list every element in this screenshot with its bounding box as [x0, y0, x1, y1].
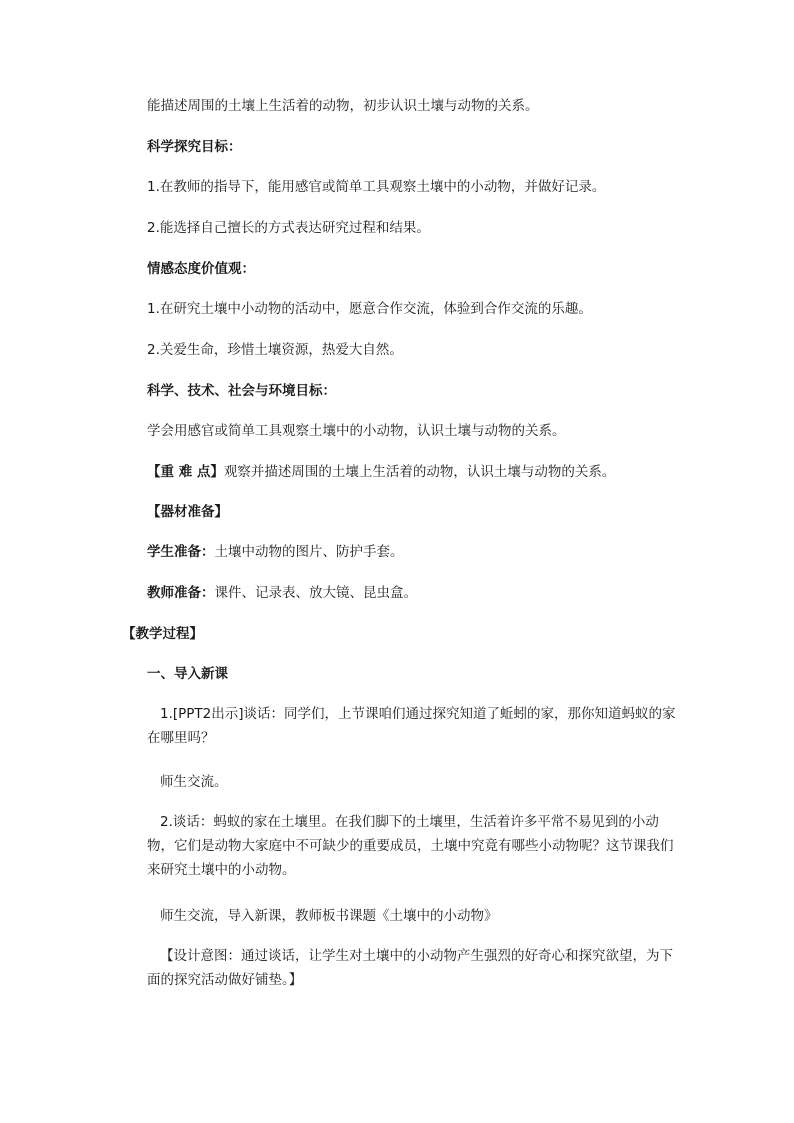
section-intro-heading: 一、导入新课 — [147, 666, 228, 682]
teacher-prep-text: 课件、记录表、放大镜、昆虫盒。 — [214, 585, 417, 601]
student-prep — [147, 542, 404, 562]
stse-heading: 科学、技术、社会与环境目标： — [147, 383, 336, 399]
stse-item-1: 学会用感官或简单工具观察土壤中的小动物，认识土壤与动物的关系。 — [147, 423, 566, 439]
paragraph-4: 师生交流，导入新课，教师板书课题《土壤中的小动物》 — [160, 908, 498, 924]
key-points-label: 【重 难 点】 — [147, 464, 224, 480]
student-prep-text: 土壤中动物的图片、防护手套。 — [214, 544, 404, 560]
sci-item-2: 2.能选择自己擅长的方式表达研究过程和结果。 — [147, 220, 430, 236]
teacher-prep-label: 教师准备： — [147, 585, 215, 601]
paragraph-1: 1.[PPT2出示]谈话：同学们，上节课咱们通过探究知道了蚯蚓的家，那你知道蚂蚁的家在哪里吗？ — [147, 706, 676, 746]
paragraph-3: 2.谈话：蚂蚁的家在土壤里。在我们脚下的土壤里，生活着许多平常不易见到的小动物，它们是动物大家庭中不可缺少的重要成员，土壤中究竟有哪些小动物呢？这节课我们来研究土壤中的小动物。 — [147, 814, 674, 878]
materials-heading: 【器材准备】 — [147, 504, 228, 520]
sci-item-1: 1.在教师的指导下，能用感官或简单工具观察土壤中的小动物，并做好记录。 — [147, 179, 606, 195]
design-intent: 【设计意图：通过谈话，让学生对土壤中的小动物产生强烈的好奇心和探究欲望，为下面的探究活动做好铺垫。】 — [147, 948, 673, 988]
student-prep-label: 学生准备： — [147, 544, 215, 560]
process-heading: 【教学过程】 — [122, 626, 203, 642]
emotion-heading: 情感态度价值观： — [147, 261, 255, 277]
sci-inquiry-heading: 科学探究目标： — [147, 139, 242, 155]
emotion-item-1: 1.在研究土壤中小动物的活动中，愿意合作交流，体验到合作交流的乐趣。 — [147, 301, 592, 317]
emotion-item-2: 2.关爱生命，珍惜土壤资源，热爱大自然。 — [147, 342, 403, 358]
goal-text: 能描述周围的土壤上生活着的动物，初步认识土壤与动物的关系。 — [147, 98, 539, 114]
key-points — [147, 462, 615, 482]
key-points-text: 观察并描述周围的土壤上生活着的动物，认识土壤与动物的关系。 — [223, 464, 616, 480]
paragraph-2: 师生交流。 — [160, 774, 228, 790]
teacher-prep — [147, 583, 417, 603]
